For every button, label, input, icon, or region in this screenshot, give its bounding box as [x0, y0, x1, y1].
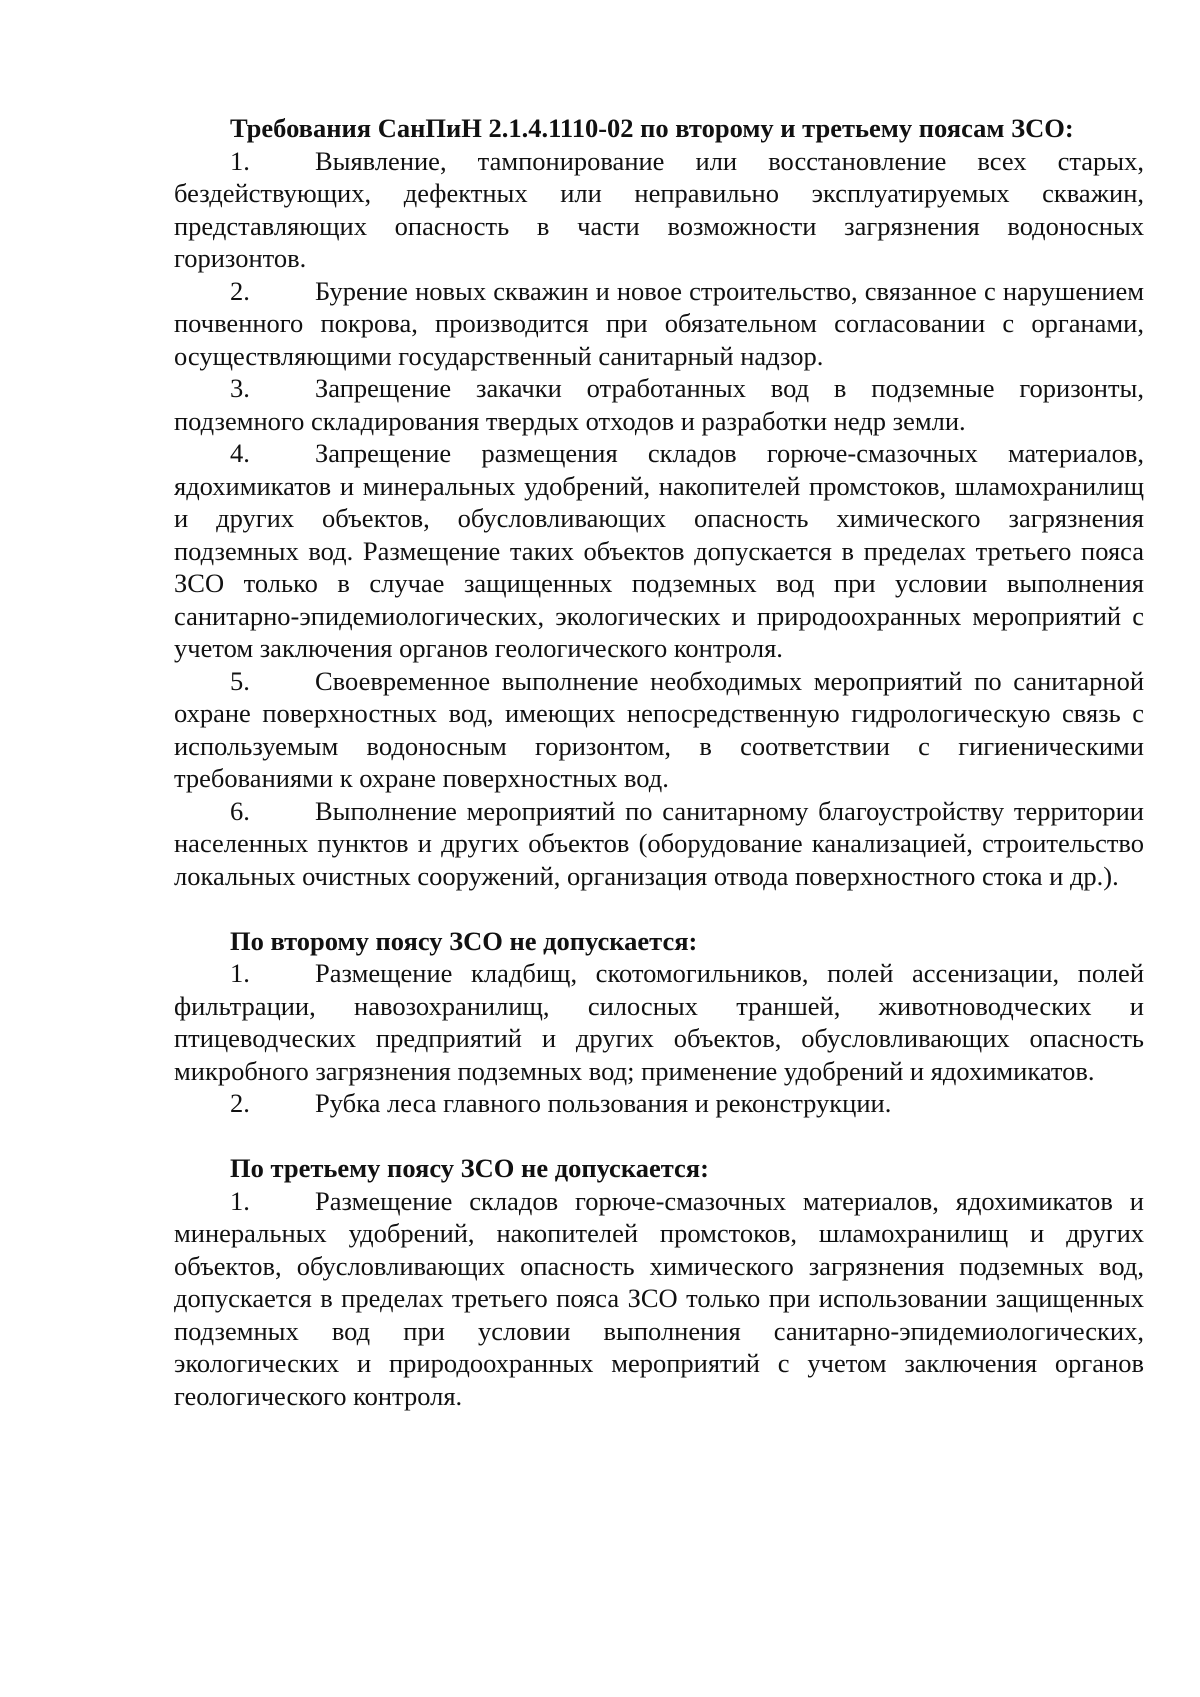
list-item — [174, 437, 1144, 665]
list-item — [174, 275, 1144, 373]
list-item — [174, 372, 1144, 437]
document-page — [174, 112, 1144, 1412]
item-number: 1. — [230, 1185, 250, 1216]
item-number: 4. — [230, 438, 250, 468]
item-number: 5. — [230, 665, 250, 696]
section-second-belt — [174, 925, 1144, 1120]
list-item — [174, 795, 1144, 893]
item-number: 3. — [230, 373, 250, 403]
list-item — [174, 957, 1144, 1087]
section-third-belt — [174, 1152, 1144, 1412]
item-text: Выявление, тампонирование или восстановление всех старых, бездействующих, дефектных или неправильно эксплуатируемых скважин, представляющих опасность в части возможности загрязнения водоносных горизонтов. — [174, 145, 1144, 273]
section-heading: Требования СанПиН 2.1.4.1110-02 по второму и третьему поясам ЗСО: — [230, 113, 1074, 143]
item-text: Бурение новых скважин и новое строительство, связанное с нарушением почвенного покрова, производится при обязательном согласовании с органами, осуществляющими государственный санитарный надзор. — [174, 275, 1144, 371]
item-number: 2. — [230, 1088, 250, 1118]
item-text: Выполнение мероприятий по санитарному благоустройству территории населенных пунктов и других объектов (оборудование канализацией, строительство локальных очистных сооружений, организация отвода поверхностного стока и др.). — [174, 795, 1144, 891]
item-text: Размещение кладбищ, скотомогильников, полей ассенизации, полей фильтрации, навозохранилищ, силосных траншей, животноводческих и птицеводческих предприятий и других объектов, обусловливающих опасность микробного загрязнения подземных вод; применение удобрений и ядохимикатов. — [174, 958, 1144, 1086]
item-number: 2. — [230, 275, 250, 306]
paragraph-gap — [174, 1120, 1144, 1153]
list-item — [174, 145, 1144, 275]
item-text: Размещение складов горюче-смазочных материалов, ядохимикатов и минеральных удобрений, накопителей промстоков, шламохранилищ и других объектов, обусловливающих опасность химического загрязнения подземных вод, допускается в пределах третьего пояса ЗСО только при использовании защищенных подземных вод при условии выполнения санитарно-эпидемиологических, экологических и природоохранных мероприятий с учетом заключения органов геологического контроля. — [174, 1185, 1144, 1411]
item-number: 6. — [230, 795, 250, 826]
section-heading: По третьему поясу ЗСО не допускается: — [230, 1153, 709, 1183]
section-heading: По второму поясу ЗСО не допускается: — [230, 925, 698, 956]
item-text: Запрещение размещения складов горюче-смазочных материалов, ядохимикатов и минеральных удобрений, накопителей промстоков, шламохранилищ и других объектов, обусловливающих опасность химического загрязнения подземных вод. Размещение таких объектов допускается в пределах третьего пояса ЗСО только в случае защищенных подземных вод при условии выполнения санитарно-эпидемиологических, экологических и природоохранных мероприятий с учетом заключения органов геологического контроля. — [174, 438, 1144, 663]
list-item — [174, 1087, 1144, 1120]
list-item — [174, 1185, 1144, 1413]
section-requirements — [174, 112, 1144, 892]
paragraph-gap — [174, 892, 1144, 925]
item-text: Рубка леса главного пользования и реконструкции. — [315, 1088, 892, 1118]
item-number: 1. — [230, 145, 250, 176]
list-item — [174, 665, 1144, 795]
item-text: Своевременное выполнение необходимых мероприятий по санитарной охране поверхностных вод, имеющих непосредственную гидрологическую связь с используемым водоносным горизонтом, в соответствии с гигиеническими требованиями к охране поверхностных вод. — [174, 665, 1144, 793]
item-number: 1. — [230, 958, 250, 988]
item-text: Запрещение закачки отработанных вод в подземные горизонты, подземного складирования твердых отходов и разработки недр земли. — [174, 373, 1144, 436]
